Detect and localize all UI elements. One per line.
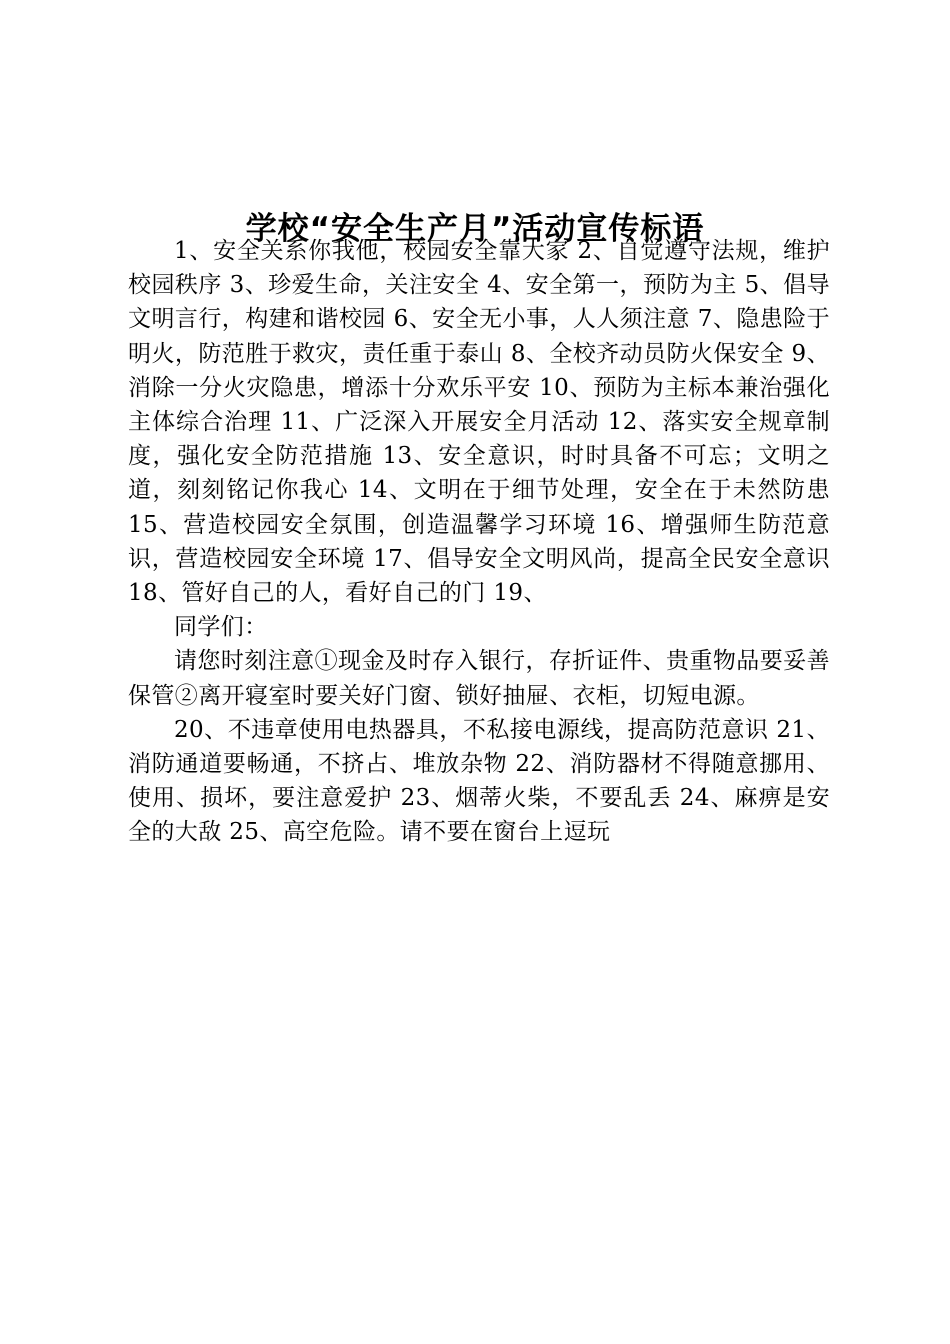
paragraph-slogans-continued: 20、不违章使用电热器具，不私接电源线，提高防范意识 21、消防通道要畅通，不挤占、堆放杂物 22、消防器材不得随意挪用、使用、损坏，要注意爱护 23、烟蒂火柴，不要乱丢 24、麻痹是安全的大敌 25、高空危险。请不要在窗台上逗玩 — [128, 716, 830, 846]
paragraph-slogans: 1、安全关系你我他，校园安全靠大家 2、自觉遵守法规，维护校园秩序 3、珍爱生命，关注安全 4、安全第一，预防为主 5、倡导文明言行，构建和谐校园 6、安全无小事，人人须注意 7、隐患险于明火，防范胜于救灾，责任重于泰山 8、全校齐动员防火保安全 9、消除一分火灾隐患，增添十分欢乐平安 10、预防为主标本兼治强化主体综合治理 11、广泛深入开展安全月活动 12、落实安全规章制度，强化安全防范措施 13、安全意识，时时具备不可忘；文明之道，刻刻铭记你我心 14、文明在于细节处理，安全在于未然防患 15、营造校园安全氛围，创造温馨学习环境 16、增强师生防范意识，营造校园安全环境 17、倡导安全文明风尚，提高全民安全意识 18、管好自己的人，看好自己的门 19、 — [128, 238, 830, 607]
document-body — [128, 234, 830, 850]
paragraph-salutation: 同学们： — [174, 614, 268, 641]
paragraph-notice: 请您时刻注意①现金及时存入银行，存折证件、贵重物品要妥善保管②离开寝室时要关好门窗、锁好抽屉、衣柜，切短电源。 — [128, 648, 830, 709]
document-title: 学校“安全生产月”活动宣传标语 — [245, 210, 705, 247]
